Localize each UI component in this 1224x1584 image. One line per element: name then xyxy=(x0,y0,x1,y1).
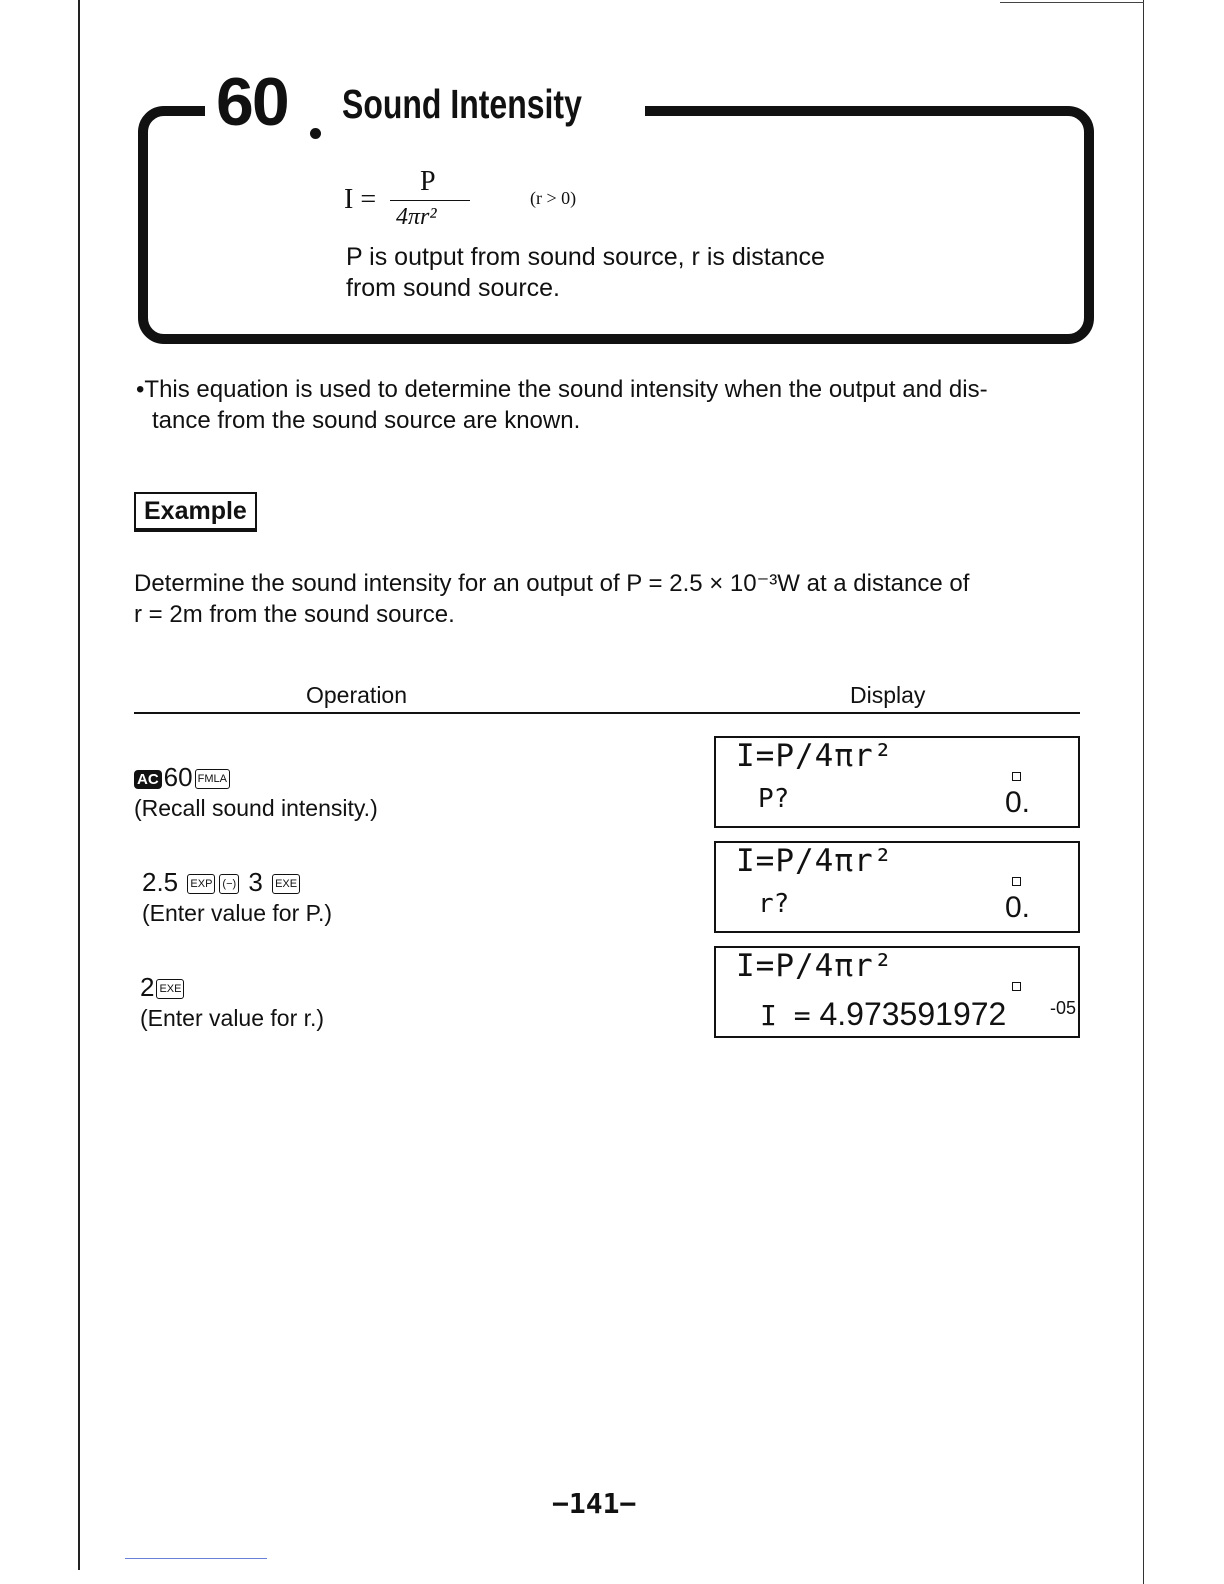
display-screen-1 xyxy=(714,736,1080,828)
description-line: P is output from sound source, r is distance xyxy=(346,243,825,271)
fraction-bar xyxy=(390,200,470,201)
intro-line: •This equation is used to determine the sound intensity when the output and dis- xyxy=(136,376,988,403)
page-number: −141− xyxy=(552,1487,637,1520)
section-title: Sound Intensity xyxy=(342,81,582,127)
step-2-exponent: 3 xyxy=(248,867,263,897)
display-value: 0. xyxy=(1004,891,1030,924)
exp-key: EXP xyxy=(187,874,215,894)
problem-line: Determine the sound intensity for an output of P = 2.5 × 10⁻³W at a distance of xyxy=(134,570,970,597)
description-line: from sound source. xyxy=(346,274,560,302)
right-margin-line xyxy=(1143,0,1144,1584)
step-1-note: (Recall sound intensity.) xyxy=(134,795,378,821)
negative-key: (−) xyxy=(219,874,239,894)
example-label: Example xyxy=(134,492,257,532)
display-column-header: Display xyxy=(850,682,926,708)
step-1-keys xyxy=(134,762,232,793)
display-indicator xyxy=(1012,982,1021,991)
formula-condition: (r > 0) xyxy=(530,188,577,208)
display-indicator xyxy=(1012,772,1021,781)
exe-key: EXE xyxy=(156,979,184,999)
step-3-note: (Enter value for r.) xyxy=(140,1005,325,1031)
formula-numerator: P xyxy=(420,166,436,197)
display-formula: I=P/4πr² xyxy=(736,738,894,774)
result-exponent: -05 xyxy=(1049,998,1076,1018)
intro-line: tance from the sound source are known. xyxy=(152,407,581,434)
problem-line: r = 2m from the sound source. xyxy=(134,601,455,628)
fmla-key: FMLA xyxy=(195,769,230,789)
display-formula: I=P/4πr² xyxy=(736,843,894,879)
section-number: 60 xyxy=(216,64,288,140)
formula-box xyxy=(138,106,1094,344)
display-formula: I=P/4πr² xyxy=(736,948,894,984)
operation-column-header: Operation xyxy=(306,682,408,708)
ac-key: AC xyxy=(134,770,162,789)
formula-denominator: 4πr² xyxy=(396,204,437,230)
formula-lhs: I = xyxy=(344,184,377,215)
exe-key: EXE xyxy=(272,874,300,894)
display-value: 0. xyxy=(1004,786,1030,819)
display-result xyxy=(760,996,1006,1033)
step-1-digits: 60 xyxy=(163,762,193,792)
display-prompt: P? xyxy=(758,784,790,814)
display-indicator xyxy=(1012,877,1021,886)
formula-description xyxy=(346,242,926,304)
step-2-note: (Enter value for P.) xyxy=(142,900,333,926)
header-rule xyxy=(134,712,1080,714)
step-2-value: 2.5 xyxy=(142,867,179,897)
top-edge-line xyxy=(1000,2,1144,3)
left-margin-line xyxy=(78,0,80,1570)
problem-statement xyxy=(134,568,1094,630)
section-dot xyxy=(310,128,321,139)
display-prompt: r? xyxy=(758,889,790,919)
display-screen-2 xyxy=(714,841,1080,933)
step-3-value: 2 xyxy=(140,972,155,1002)
intro-paragraph xyxy=(136,374,1096,436)
display-screen-3 xyxy=(714,946,1080,1038)
bottom-link-line xyxy=(125,1558,267,1559)
step-2-keys xyxy=(142,867,302,898)
result-mantissa: 4.973591972 xyxy=(819,996,1007,1032)
result-label: I = xyxy=(760,999,811,1032)
step-3-keys xyxy=(140,972,186,1003)
